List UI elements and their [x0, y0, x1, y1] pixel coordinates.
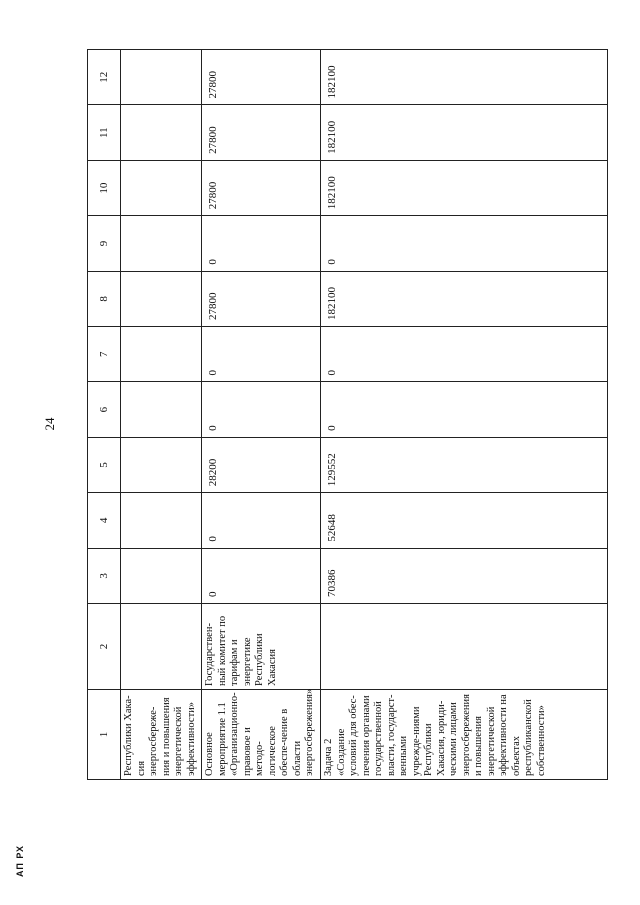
budget-table: [87, 49, 608, 780]
value-cell: [121, 216, 202, 271]
column-header: 12: [88, 50, 121, 105]
value-cell: 0: [321, 382, 608, 437]
executor-cell: [321, 604, 608, 690]
archive-stamp: АП РХ: [15, 844, 25, 877]
row-title-cell: Задача 2 «Создание условий для обес-печения органами государственной власти, государст-венными учрежде-ниями Республики Хакасия, юриди-ческими лицами энергосбережения и повышения энергетической эффективности на объектах республиканской собственности»: [321, 690, 608, 780]
value-cell: 0: [202, 382, 321, 437]
column-header: 11: [88, 105, 121, 160]
column-header: 9: [88, 216, 121, 271]
column-header: 7: [88, 327, 121, 382]
value-cell: [121, 160, 202, 215]
value-cell: 0: [202, 548, 321, 603]
value-cell: [121, 271, 202, 326]
table-row: [121, 50, 202, 780]
value-cell: [121, 437, 202, 492]
value-cell: [121, 50, 202, 105]
column-header: 4: [88, 493, 121, 548]
value-cell: 27800: [202, 160, 321, 215]
row-title-cell: Республики Хака-сия энергосбереже-ния и повышения энергетической эффективности»: [121, 690, 202, 780]
value-cell: 52648: [321, 493, 608, 548]
budget-table-container: [87, 50, 608, 780]
value-cell: [121, 327, 202, 382]
value-cell: [121, 105, 202, 160]
column-header: 1: [88, 690, 121, 780]
value-cell: 182100: [321, 160, 608, 215]
value-cell: 27800: [202, 105, 321, 160]
value-cell: 182100: [321, 105, 608, 160]
table-row: [202, 50, 321, 780]
executor-cell: [121, 604, 202, 690]
value-cell: 182100: [321, 50, 608, 105]
value-cell: 28200: [202, 437, 321, 492]
value-cell: [121, 493, 202, 548]
value-cell: 0: [202, 216, 321, 271]
value-cell: [121, 548, 202, 603]
value-cell: 129552: [321, 437, 608, 492]
column-header: 10: [88, 160, 121, 215]
value-cell: 0: [202, 493, 321, 548]
column-header: 8: [88, 271, 121, 326]
value-cell: 70386: [321, 548, 608, 603]
page-number: 24: [42, 417, 57, 431]
value-cell: [121, 382, 202, 437]
column-header: 6: [88, 382, 121, 437]
executor-cell: Государствен-ный комитет по тарифам и энергетике Республики Хакасия: [202, 604, 321, 690]
value-cell: 182100: [321, 271, 608, 326]
column-header: 3: [88, 548, 121, 603]
value-cell: 0: [321, 327, 608, 382]
column-header: 2: [88, 604, 121, 690]
table-row: [321, 50, 608, 780]
value-cell: 27800: [202, 271, 321, 326]
column-header: 5: [88, 437, 121, 492]
row-title-cell: Основное мероприятие 1.1 «Организационно-правовое и методо-логическое обеспе-чение в области энергосбережения»: [202, 690, 321, 780]
value-cell: 27800: [202, 50, 321, 105]
value-cell: 0: [202, 327, 321, 382]
value-cell: 0: [321, 216, 608, 271]
table-header-row: [88, 50, 121, 780]
